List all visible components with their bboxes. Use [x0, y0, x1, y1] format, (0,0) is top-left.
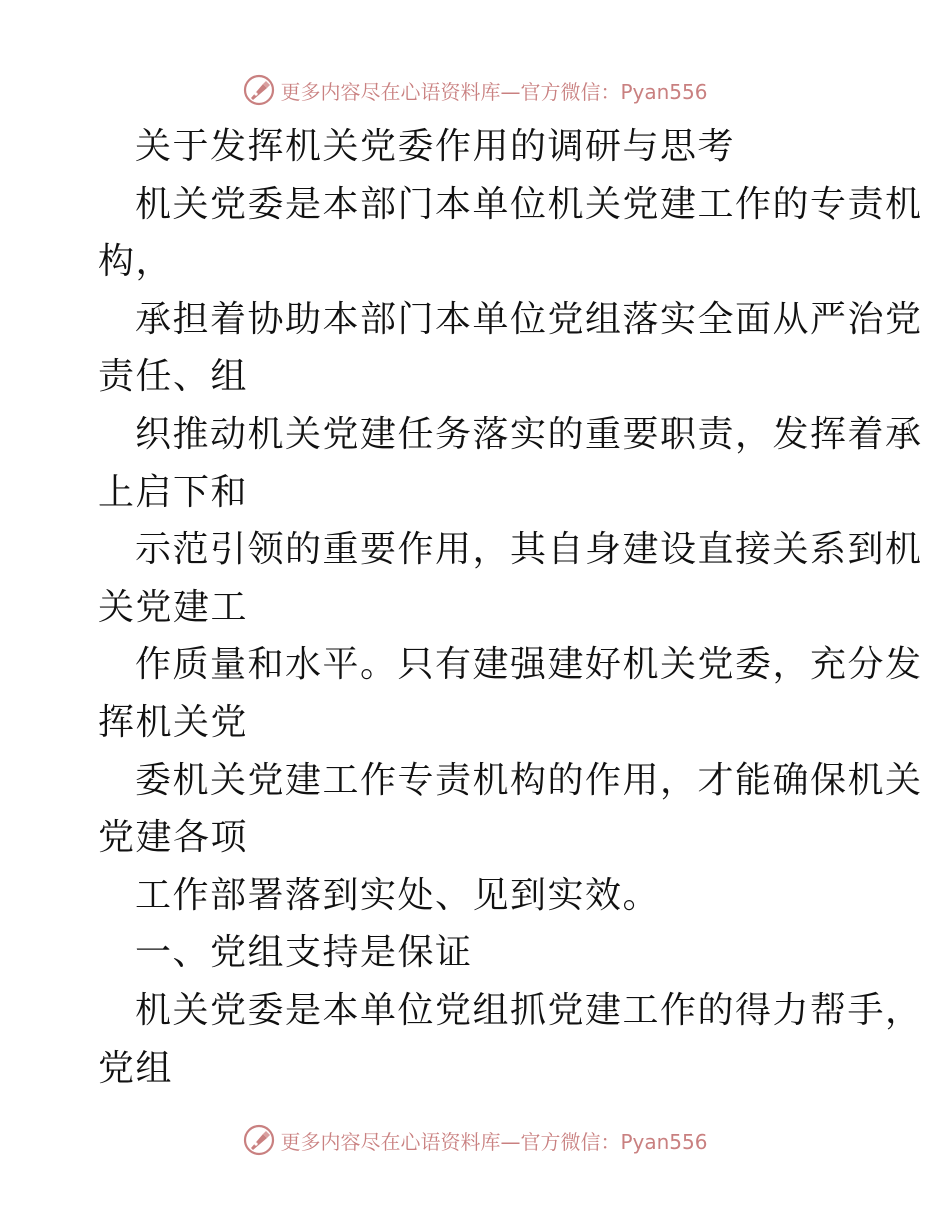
document-text-line: 上启下和	[98, 471, 249, 513]
footer-watermark-text: 更多内容尽在心语资料库—官方微信：Pyan556	[280, 1129, 708, 1154]
document-text-line: 一、党组支持是保证	[135, 932, 473, 974]
pen-nib-logo-icon	[242, 73, 276, 107]
document-text-line: 承担着协助本部门本单位党组落实全面从严治党	[135, 298, 923, 340]
document-text-line: 委机关党建工作专责机构的作用，才能确保机关	[135, 759, 923, 801]
document-text-line: 工作部署落到实处、见到实效。	[135, 874, 661, 916]
pen-nib-logo-icon	[242, 1123, 276, 1157]
footer-watermark-banner	[0, 1122, 950, 1158]
document-text-line: 机关党委是本单位党组抓党建工作的得力帮手，	[135, 989, 923, 1031]
header-watermark-text: 更多内容尽在心语资料库—官方微信：Pyan556	[280, 79, 708, 104]
document-text-line: 党建各项	[98, 817, 249, 859]
header-watermark-banner	[0, 72, 950, 108]
document-text-line: 责任、组	[98, 356, 249, 398]
document-text-line: 构，	[98, 241, 174, 283]
document-text-line: 关党建工	[98, 586, 249, 628]
document-text-line: 机关党委是本部门本单位机关党建工作的专责机	[135, 183, 923, 225]
document-text-line: 示范引领的重要作用，其自身建设直接关系到机	[135, 529, 923, 571]
document-text-line: 织推动机关党建任务落实的重要职责，发挥着承	[135, 413, 923, 455]
document-title: 关于发挥机关党委作用的调研与思考	[135, 126, 736, 167]
document-body	[98, 118, 923, 1097]
document-text-line: 党组	[98, 1047, 174, 1089]
document-text-line: 挥机关党	[98, 701, 249, 743]
document-text-line: 作质量和水平。只有建强建好机关党委，充分发	[135, 644, 923, 686]
